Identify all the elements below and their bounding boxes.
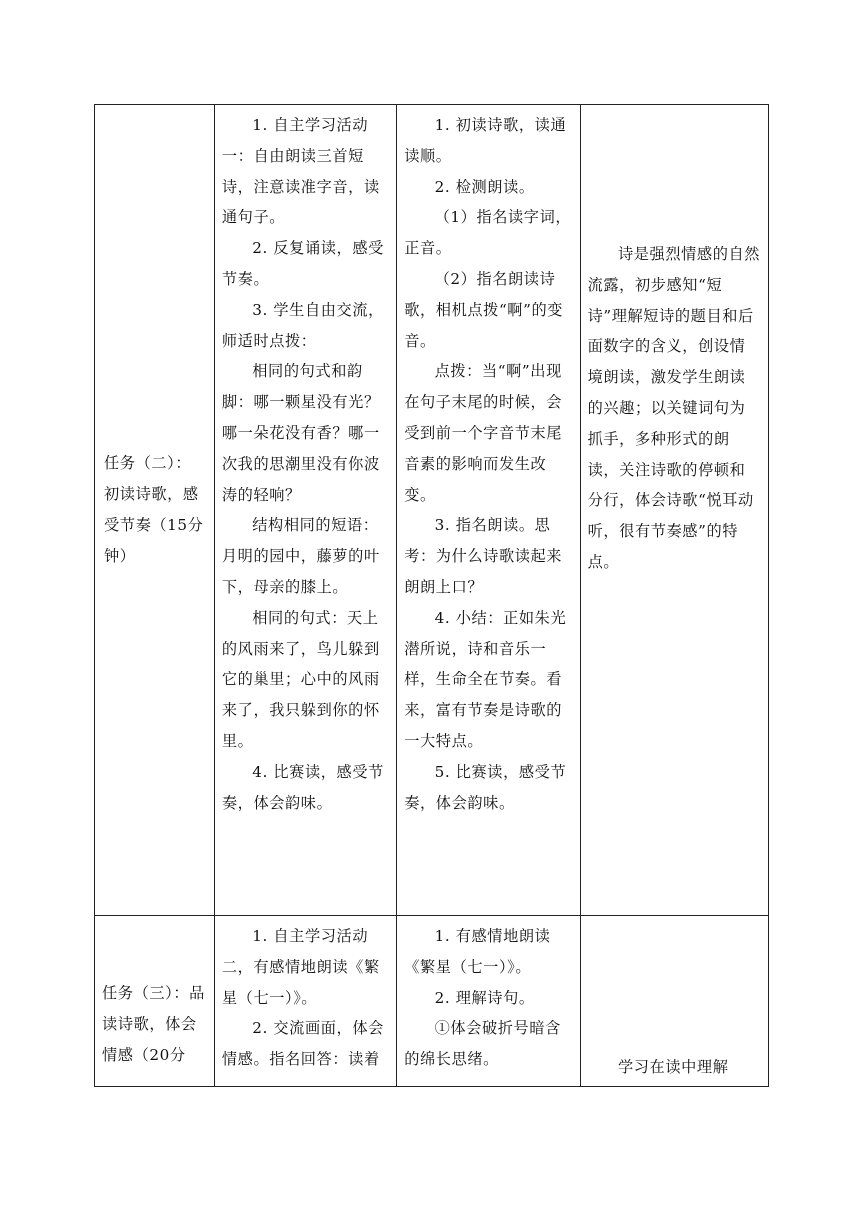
teaching-paragraph: 2. 理解诗句。 xyxy=(434,988,535,1007)
teaching-paragraph: 5. 比赛读，感受节奏，体会韵味。 xyxy=(404,762,567,812)
task-label: 任务（三）：品读诗歌，体会情感（20分 xyxy=(102,984,205,1064)
teaching-paragraph: （1）指名读字词，正音。 xyxy=(404,208,572,258)
activity-paragraph: 3. 学生自由交流，师适时点拨： xyxy=(221,300,384,350)
intent-paragraph: 学习在读中理解 xyxy=(617,1058,729,1076)
activity-paragraph: 结构相同的短语：月明的园中，藤萝的叶下，母亲的膝上。 xyxy=(221,516,380,596)
student-activity-cell xyxy=(214,105,396,916)
teaching-paragraph: （2）指名朗读诗歌，相机点拨“啊”的变音。 xyxy=(404,269,564,350)
teaching-paragraph: 1. 初读诗歌，读通读顺。 xyxy=(404,116,567,165)
intent-paragraph: 诗是强烈情感的自然流露，初步感知“短诗”理解短诗的题目和后面数字的含义，创设情境朗读，激发学生朗读的兴趣；以关键词句为抓手，多种形式的朗读，关注诗歌的停顿和分行，体会诗歌“悦耳动听，很有节奏感”的特点。 xyxy=(587,245,761,571)
task-label: 任务（二）：初读诗歌，感受节奏（15分钟） xyxy=(104,454,204,565)
design-intent-cell xyxy=(580,105,768,916)
design-intent-cell xyxy=(580,916,768,1087)
teacher-activity-cell xyxy=(397,105,580,916)
teaching-paragraph: 4. 小结：正如朱光潜所说，诗和音乐一样，生命全在节奏。看来，富有节奏是诗歌的一大特点。 xyxy=(404,608,567,750)
activity-paragraph: 1. 自主学习活动一：自由朗读三首短诗，注意读准字音，读通句子。 xyxy=(221,116,380,227)
student-activity-cell xyxy=(214,916,396,1087)
activity-paragraph: 相同的句式：天上的风雨来了，鸟儿躲到它的巢里；心中的风雨来了，我只躲到你的怀里。 xyxy=(221,608,380,750)
lesson-plan-table xyxy=(94,104,769,1087)
task-cell xyxy=(95,916,215,1087)
teaching-paragraph: 点拨：当“啊”出现在句子末尾的时候，会受到前一个字音节末尾音素的影响而发生改变。 xyxy=(404,362,563,504)
teaching-paragraph: 3. 指名朗读。思考：为什么诗歌读起来朗朗上口？ xyxy=(404,516,563,596)
table-row xyxy=(95,916,769,1087)
teaching-paragraph: 2. 检测朗读。 xyxy=(434,177,535,196)
activity-paragraph: 2. 交流画面，体会情感。指名回答：读着 xyxy=(221,1019,384,1069)
teacher-activity-cell xyxy=(397,916,580,1087)
activity-paragraph: 2. 反复诵读，感受节奏。 xyxy=(221,239,384,288)
task-cell xyxy=(95,105,215,916)
activity-paragraph: 4. 比赛读，感受节奏，体会韵味。 xyxy=(221,762,384,812)
teaching-paragraph: ①体会破折号暗含的绵长思绪。 xyxy=(404,1019,561,1069)
table-row xyxy=(95,105,769,916)
activity-paragraph: 相同的句式和韵脚：哪一颗星没有光？哪一朵花没有香？哪一次我的思潮里没有你波涛的轻响？ xyxy=(221,362,380,504)
teaching-paragraph: 1. 有感情地朗读《繁星（七一）》。 xyxy=(404,927,551,976)
activity-paragraph: 1. 自主学习活动二，有感情地朗读《繁星（七一）》。 xyxy=(221,927,380,1007)
